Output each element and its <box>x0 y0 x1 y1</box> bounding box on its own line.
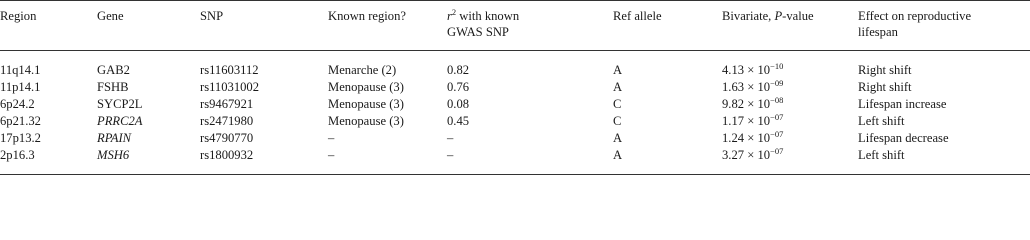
p-exponent: −10 <box>770 61 784 71</box>
header-effect-line1: Effect on reproductive <box>858 9 972 23</box>
table-row <box>0 113 1030 129</box>
cell-r2: 0.08 <box>447 97 470 111</box>
cell-p-value <box>722 62 783 78</box>
header-ref-allele: Ref allele <box>613 9 662 23</box>
header-effect-line2: lifespan <box>858 25 898 39</box>
header-effect-on-reproductive-lifespan <box>858 8 971 40</box>
cell-snp: rs2471980 <box>200 114 254 128</box>
cell-r2: 0.82 <box>447 63 470 77</box>
cell-p-value <box>722 96 783 112</box>
p-times-ten: × 10 <box>744 148 771 162</box>
table-bottom-rule <box>0 174 1030 175</box>
p-exponent: −07 <box>770 129 784 139</box>
p-exponent: −09 <box>770 78 784 88</box>
cell-gene: SYCP2L <box>97 97 143 111</box>
cell-gene: RPAIN <box>97 131 132 145</box>
cell-region: 11q14.1 <box>0 63 41 77</box>
cell-r2: 0.45 <box>447 114 470 128</box>
cell-snp: rs4790770 <box>200 131 254 145</box>
header-r2-with-known-gwas-snp <box>447 8 519 40</box>
header-r2-superscript: 2 <box>451 7 457 17</box>
cell-effect: Right shift <box>858 63 912 77</box>
cell-p-value <box>722 130 783 146</box>
cell-effect: Lifespan increase <box>858 97 947 111</box>
cell-snp: rs1800932 <box>200 148 254 162</box>
table-top-rule <box>0 0 1030 1</box>
cell-known-region: – <box>328 131 335 145</box>
table-row <box>0 130 1030 146</box>
cell-p-value <box>722 79 783 95</box>
p-mantissa: 4.13 <box>722 63 745 77</box>
cell-effect: Left shift <box>858 114 905 128</box>
cell-region: 2p16.3 <box>0 148 35 162</box>
p-mantissa: 9.82 <box>722 97 745 111</box>
table-row <box>0 96 1030 112</box>
header-r2-symbol: r <box>447 9 452 23</box>
p-mantissa: 1.24 <box>722 131 745 145</box>
p-mantissa: 1.63 <box>722 80 745 94</box>
cell-ref-allele: C <box>613 114 622 128</box>
p-times-ten: × 10 <box>744 114 771 128</box>
cell-region: 11p14.1 <box>0 80 41 94</box>
cell-known-region: Menopause (3) <box>328 114 404 128</box>
cell-p-value <box>722 113 783 129</box>
cell-gene: MSH6 <box>97 148 130 162</box>
header-snp: SNP <box>200 9 224 23</box>
cell-snp: rs11603112 <box>200 63 259 77</box>
header-r2-line2: GWAS SNP <box>447 25 509 39</box>
cell-r2: – <box>447 148 454 162</box>
cell-gene: GAB2 <box>97 63 130 77</box>
p-exponent: −07 <box>770 146 784 156</box>
p-exponent: −07 <box>770 112 784 122</box>
cell-known-region: Menopause (3) <box>328 80 404 94</box>
cell-r2: – <box>447 131 454 145</box>
cell-region: 6p21.32 <box>0 114 41 128</box>
p-times-ten: × 10 <box>744 131 771 145</box>
cell-ref-allele: C <box>613 97 622 111</box>
cell-ref-allele: A <box>613 63 623 77</box>
header-bivariate-prefix: Bivariate, <box>722 9 775 23</box>
cell-effect: Left shift <box>858 148 905 162</box>
cell-known-region: Menarche (2) <box>328 63 397 77</box>
p-times-ten: × 10 <box>744 80 771 94</box>
header-bivariate-suffix: -value <box>782 9 814 23</box>
cell-p-value <box>722 147 783 163</box>
cell-known-region: – <box>328 148 335 162</box>
header-gene: Gene <box>97 9 124 23</box>
header-bivariate-p: P <box>774 9 783 23</box>
cell-gene: FSHB <box>97 80 129 94</box>
cell-region: 17p13.2 <box>0 131 41 145</box>
p-mantissa: 1.17 <box>722 114 745 128</box>
header-known-region: Known region? <box>328 9 406 23</box>
header-region: Region <box>0 9 37 23</box>
cell-effect: Lifespan decrease <box>858 131 949 145</box>
table-row <box>0 79 1030 95</box>
cell-snp: rs9467921 <box>200 97 254 111</box>
cell-r2: 0.76 <box>447 80 470 94</box>
cell-gene: PRRC2A <box>97 114 143 128</box>
header-divider-rule <box>0 50 1030 51</box>
cell-ref-allele: A <box>613 148 623 162</box>
p-mantissa: 3.27 <box>722 148 745 162</box>
header-r2-line1: with known <box>456 9 520 23</box>
cell-ref-allele: A <box>613 131 623 145</box>
header-bivariate-p-value <box>722 8 814 24</box>
cell-region: 6p24.2 <box>0 97 35 111</box>
table-row <box>0 62 1030 78</box>
cell-known-region: Menopause (3) <box>328 97 404 111</box>
cell-ref-allele: A <box>613 80 623 94</box>
p-times-ten: × 10 <box>744 63 771 77</box>
p-exponent: −08 <box>770 95 784 105</box>
cell-effect: Right shift <box>858 80 912 94</box>
p-times-ten: × 10 <box>744 97 771 111</box>
cell-snp: rs11031002 <box>200 80 260 94</box>
table-row <box>0 147 1030 163</box>
